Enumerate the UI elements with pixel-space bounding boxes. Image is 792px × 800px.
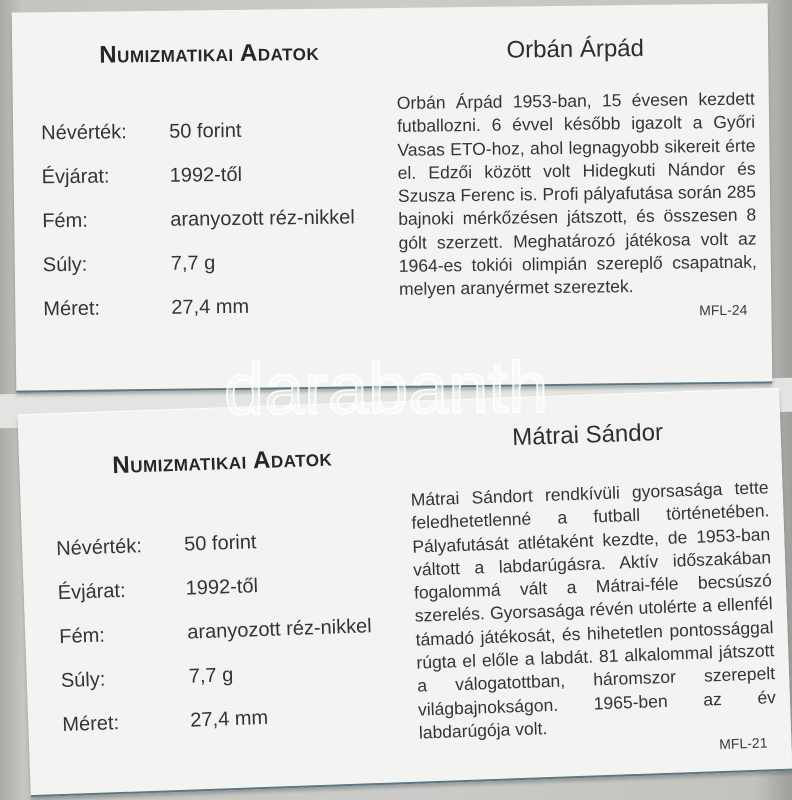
catalog-code: MFL-21 [718,734,768,753]
spec-value: 27,4 mm [189,706,269,732]
spec-value: 27,4 mm [171,295,250,319]
catalog-code: MFL-24 [699,301,748,318]
spec-table [56,526,401,737]
biography-column [396,34,757,322]
spec-row-face-value [56,526,395,561]
spec-row-year [42,162,380,189]
spec-row-size [62,702,401,737]
person-name-title: Mátrai Sándor [511,418,664,452]
spec-row-year [57,570,396,605]
spec-value: 7,7 g [170,252,216,275]
spec-label: Évjárat: [57,579,126,605]
spec-value: 1992-től [185,575,259,600]
spec-label: Méret: [43,297,101,321]
spec-value: aranyozott réz-nikkel [170,206,355,231]
spec-value: 7,7 g [188,664,234,688]
spec-value: aranyozott réz-nikkel [186,615,373,644]
numismatic-data-column [40,38,382,342]
numismatic-data-header: Numizmatikai Adatok [99,38,320,69]
spec-label: Névérték: [55,535,143,561]
spec-label: Fém: [42,209,88,233]
spec-label: Súly: [60,668,106,693]
spec-label: Méret: [62,712,120,737]
spec-label: Súly: [42,253,88,277]
spec-row-metal [59,614,398,649]
numismatic-data-column [53,442,401,758]
certificate-card-orban-arpad [12,3,773,392]
biography-text: Mátrai Sándort rendkívüli gyorsasága tette feledhetetlenné a futball történetében. Pályafutását atlétaként kezdte, de 1953-ban váltott a labdarúgásra. Aktív időszakában fogalommá vált a Mátrai-féle becsúszó szerelés. Gyorsasága révén utolérte a ellenfél támadó játékosát, és hihetetlen pontossággal rúgta el előle a labdát. 81 alkalommal játszott a válogatottban, háromszor szerepelt világbajnokságon. 1965-ben az év labdarúgója volt. [410,477,777,743]
certificate-card-matrai-sandor [18,389,792,797]
spec-label: Évjárat: [41,165,110,189]
spec-value: 50 forint [169,119,242,143]
biography-text: Orbán Árpád 1953-ban, 15 évesen kezdett futballozni. 6 évvel később igazolt a Győri Vasas ETO-hoz, ahol legnagyobb sikereit érte el. Edzői között volt Hidegkuti Nándor és Szusza Ferenc is. Profi pályafutása során 285 bajnoki mérkőzésen játszott, és összesen 8 gólt szerzett. Meghatározó játékosa volt az 1964-es tokiói olimpián szereplő csapatnak, melyen aranyérmet szereztek. [396,88,757,300]
spec-row-weight [43,250,381,277]
spec-row-face-value [41,118,379,145]
spec-row-metal [42,206,380,233]
spec-value: 1992-től [169,163,243,187]
spec-label: Névérték: [41,121,127,145]
spec-row-weight [60,658,399,693]
spec-label: Fém: [58,624,106,649]
spec-value: 50 forint [183,531,257,556]
person-name-title: Orbán Árpád [506,34,645,64]
spec-table [41,118,381,321]
numismatic-data-header: Numizmatikai Adatok [111,444,333,480]
biography-column [408,415,777,763]
spec-row-size [43,294,381,321]
